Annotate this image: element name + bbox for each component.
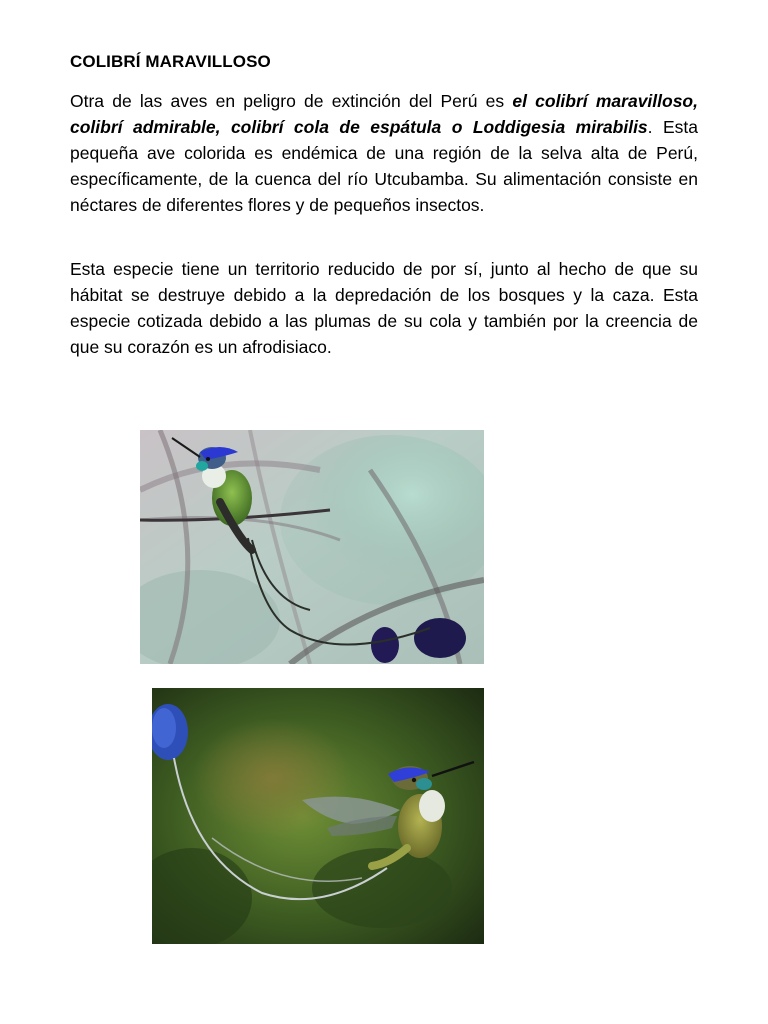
document-title: COLIBRÍ MARAVILLOSO <box>70 52 271 71</box>
hummingbird-flying-photo <box>152 688 484 944</box>
paragraph-2: Esta especie tiene un territorio reducido de por sí, junto al hecho de que su hábitat se destruye debido a la depredación de los bosques y la caza. Esta especie cotizada debido a las plumas de su cola y también por la creencia de que su corazón es un afrodisiaco. <box>70 259 698 357</box>
species-names: el colibrí maravilloso, colibrí admirable, colibrí cola de espátula o Loddigesia mirabilis <box>70 91 698 137</box>
hummingbird-flying-image <box>152 688 484 944</box>
hummingbird-perched-image <box>140 430 484 664</box>
paragraph-1-rest: . Esta pequeña ave colorida es endémica de una región de la selva alta de Perú, específicamente, de la cuenca del río Utcubamba. Su alimentación consiste en néctares de diferentes flores y de pequeños insectos. <box>70 117 699 215</box>
paragraph-1 <box>70 88 698 218</box>
hummingbird-perched-photo <box>140 430 484 664</box>
paragraph-1-lead: Otra de las aves en peligro de extinción del Perú es <box>70 91 513 111</box>
